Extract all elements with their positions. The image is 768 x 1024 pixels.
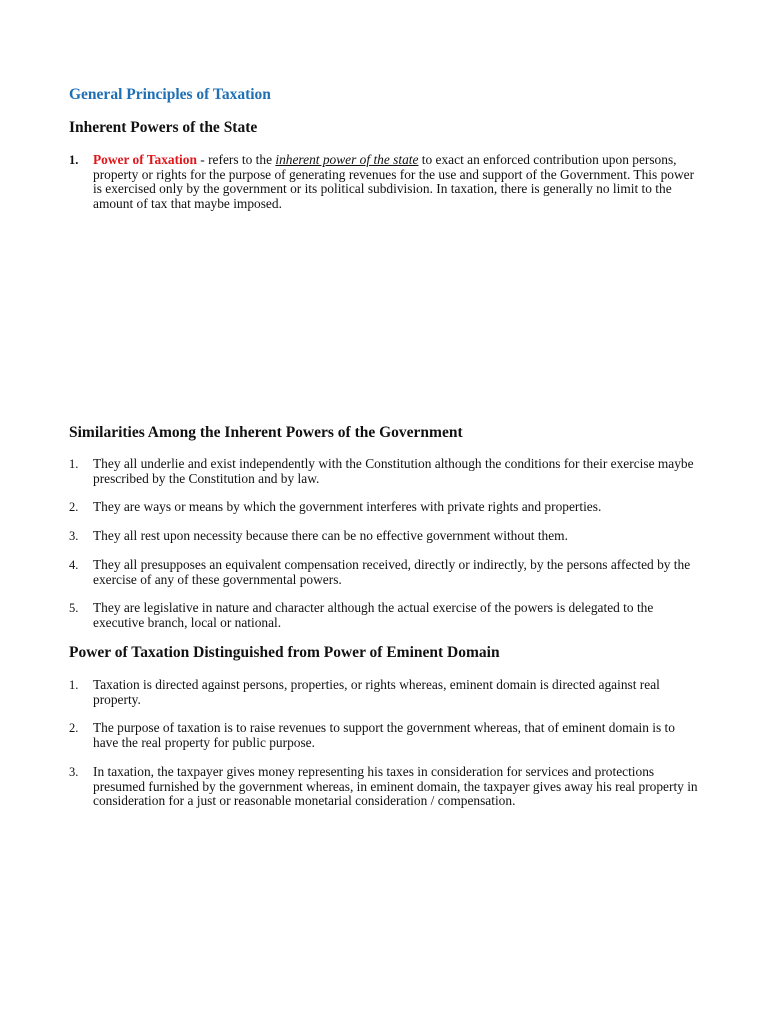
list-item-number: 3.: [69, 765, 79, 779]
section-heading-similarities: Similarities Among the Inherent Powers of the Government: [69, 424, 463, 441]
document-title: General Principles of Taxation: [69, 86, 271, 103]
list-item: [69, 499, 703, 515]
list-item-number: 1.: [69, 153, 79, 167]
list-item-text: The purpose of taxation is to raise revenues to support the government whereas, that of eminent domain is to have the real property for public purpose.: [93, 720, 675, 750]
list-item-text: In taxation, the taxpayer gives money representing his taxes in consideration for services and protections presumed furnished by the government whereas, in eminent domain, the taxpayer gives away his real property in consideration for a just or reasonable monetarial consideration / compensation.: [93, 764, 698, 809]
term-power-of-taxation: Power of Taxation: [93, 152, 197, 167]
emphasized-phrase: inherent power of the state: [275, 152, 419, 167]
list-item: [69, 677, 703, 707]
list-item-number: 5.: [69, 601, 79, 615]
list-item-number: 2.: [69, 500, 79, 514]
list-item-text: Taxation is directed against persons, properties, or rights whereas, eminent domain is directed against real property.: [93, 677, 660, 707]
list-item-text: They are legislative in nature and character although the actual exercise of the powers is delegated to the executive branch, local or national.: [93, 600, 654, 630]
list-item: [69, 720, 703, 750]
section-heading-taxation-vs-eminent-domain: Power of Taxation Distinguished from Power of Eminent Domain: [69, 644, 500, 661]
section-heading-inherent-powers: Inherent Powers of the State: [69, 119, 258, 136]
list-item: [69, 528, 703, 544]
list-item: [69, 557, 703, 587]
list-item-text: They all presupposes an equivalent compensation received, directly or indirectly, by the persons affected by the exercise of any of these governmental powers.: [93, 557, 691, 587]
list-item: [69, 764, 703, 809]
list-item-power-of-taxation: [69, 152, 703, 211]
list-item-number: 1.: [69, 678, 79, 692]
list-item-number: 3.: [69, 529, 79, 543]
list-item-number: 2.: [69, 721, 79, 735]
list-item-number: 1.: [69, 457, 79, 471]
list-item-text: They all underlie and exist independently with the Constitution although the conditions for their exercise maybe prescribed by the Constitution and by law.: [93, 456, 694, 486]
list-item: [69, 600, 703, 630]
list-item-text: They all rest upon necessity because there can be no effective government without them.: [93, 528, 568, 543]
definition-lead-text: - refers to the: [196, 152, 276, 167]
list-item-text: They are ways or means by which the government interferes with private rights and properties.: [93, 499, 602, 514]
list-item: [69, 456, 703, 486]
list-item-number: 4.: [69, 558, 79, 572]
definition-text: to exact an enforced contribution upon persons, property or rights for the purpose of generating revenues for the use and support of the Government. This power is exercised only by the government or its political subdivision. In taxation, there is generally no limit to the amount of tax that maybe imposed.: [93, 152, 695, 211]
